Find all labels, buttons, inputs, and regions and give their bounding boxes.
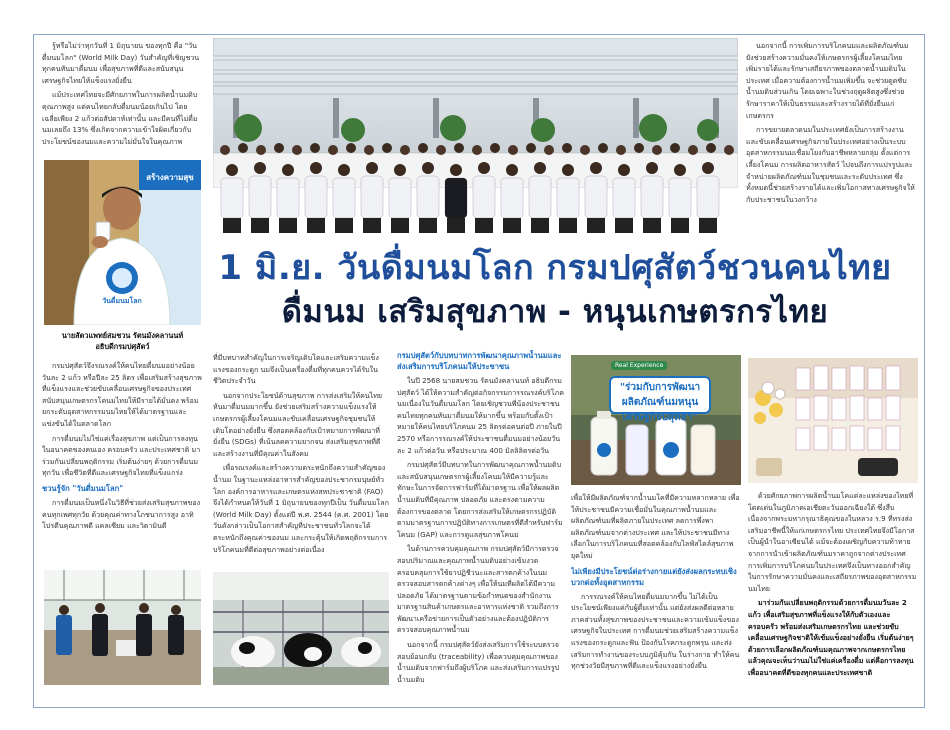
column-3 [397, 350, 565, 695]
banner-text: สร้างความสุข [146, 173, 194, 182]
column-4 [571, 492, 741, 702]
subhead-dld-role: กรมปศุสัตว์กับบทบาทการพัฒนาคุณภาพน้ำนมและส่งเสริมการบริโภคนมให้ประชาชน [397, 351, 562, 371]
right-top-column [746, 40, 916, 240]
col1-know-paragraph: การดื่มนมเป็นหนึ่งในวิธีที่ช่วยส่งเสริมสุขภาพของคนทุกเพศทุกวัย ด้วยคุณค่าทางโภชนาการสูง อาทิ โปรตีนคุณภาพดี แคลเซียม และวิตามินดี [42, 497, 201, 531]
col1-paragraph-2: การดื่มนมไม่ใช่แค่เรื่องสุขภาพ แต่เป็นการลงทุนในอนาคตของคนเอง ครอบครัว และประเทศชาติ มาร่วมกันเปลี่ยนพฤติกรรม เริ่มต้นง่ายๆ ด้วยการดื่มนมทุกวัน เพื่อชีวิตที่ดีและเศรษฐกิจไทยที่แข็งแกร่ง [42, 433, 201, 478]
crowd-photo-image [213, 38, 738, 233]
crowd-photo [213, 38, 738, 233]
product-banner: "ร่วมกับการพัฒนาผลิตภัณฑ์นมหนุนเศรษฐกิจบสุทธา" [609, 376, 711, 414]
col3-paragraph-2: กรมปศุสัตว์มีบทบาทในการพัฒนาคุณภาพน้ำนมดิบ และสนับสนุนเกษตรกรผู้เลี้ยงโคนมให้มีความรู้และทักษะในการจัดการฟาร์มที่ได้มาตรฐาน เพื่อให้ผลผลิตน้ำนมดิบที่มีคุณภาพ ปลอดภัย และตรงตามความต้องการของตลาด โดยการส่งเสริมให้เกษตรกรปฏิบัติตามมาตรฐานการปฏิบัติทางการเกษตรที่ดีสำหรับฟาร์มโคนม (GAP) และการดูแลสุขภาพโคนม [397, 460, 563, 539]
cows-photo [213, 572, 389, 685]
director-portrait-image [44, 160, 201, 325]
col4-paragraph-2: การรณรงค์ให้คนไทยดื่มนมมากขึ้น ไม่ได้เป็นประโยชน์เพียงแค่กับผู้ดื่มเท่านั้น แต่ยังส่งผลดีต่อหลายภาคส่วนทั้งสุขภาพของประชาชนและความเข้มแข็งของเศรษฐกิจในประเทศ การดื่มนมช่วยเสริมสร้างความแข็งแรงของกระดูกและฟัน ป้องกันโรคกระดูกพรุน และส่งเสริมการทำงานของระบบภูมิคุ้มกัน ในร่างกาย ทำให้คนทุกช่วงวัยมีสุขภาพที่ดีและแข็งแรงอย่างยั่งยืน [571, 591, 740, 671]
right-top-paragraph-1: นอกจากนี้ การเพิ่มการบริโภคนมและผลิตภัณฑ์นมยังช่วยสร้างความมั่นคงให้เกษตรกรผู้เลี้ยงโคนมไทย เพิ่มรายได้และรักษาเสถียรภาพของตลาดน้ำนมดิบในประเทศ เมื่อความต้องการน้ำนมเพิ่มขึ้น จะช่วยดูดซับน้ำนมดิบส่วนเกิน โดยเฉพาะในช่วงฤดูผลิตสูงซึ่งช่วยรักษาราคาให้เป็นธรรมและสร้างรายได้ที่ยั่งยืนแก่เกษตรกร [746, 41, 909, 120]
col2-paragraph-2: นอกจากประโยชน์ด้านสุขภาพ การส่งเสริมให้คนไทยหันมาดื่มนมมากขึ้น ยังช่วยเสริมสร้างความแข็งแรงให้เกษตรกรผู้เลี้ยงโคนมและขับเคลื่อนเศรษฐกิจชุมชนให้เติบโตอย่างยั่งยืน ซึ่งสอดคล้องกับเป้าหมายการพัฒนาที่ยั่งยืน (SDGs) ที่เน้นลดความยากจน ส่งเสริมสุขภาพที่ดี และสร้างงานที่มีคุณค่าในสังคม [213, 390, 383, 458]
subhead-know-world-milk-day: ชวนรู้จัก "วันดื่มนมโลก" [42, 483, 124, 493]
dairy-products-image [748, 358, 918, 483]
portrait-caption-name: นายสัตวแพทย์สมชวน รัตนมังคลานนท์ [61, 331, 184, 340]
cows-image [213, 572, 389, 685]
intro-paragraph-1: รู้หรือไม่ว่าทุกวันที่ 1 มิถุนายน ของทุกปี คือ "วันดื่มนมโลก" (World Milk Day) วันสำคัญที่เชิญชวนทุกคนหันมาดื่มนม เพื่อสุขภาพที่ดีและสนับสนุนเศรษฐกิจไทยให้แข็งแรงยั่งยืน [42, 41, 200, 85]
col4-paragraph-1: เพื่อให้มีผลิตภัณฑ์จากน้ำนมโคที่มีความหลากหลาย เพื่อให้ประชาชนมีความเชื่อมั่นในคุณภาพน้ำนมและผลิตภัณฑ์นมที่ผลิตภายในประเทศ ลดการพึ่งพาผลิตภัณฑ์นมจากต่างประเทศ และให้ประชาชนมีทางเลือกในการบริโภคนมที่สอดคล้องกับไลฟ์สไตล์สุขภาพยุคใหม่ [571, 493, 740, 560]
right-bottom-paragraph-1: ด้วยศักยภาพการผลิตน้ำนมโคแต่ละแหล่งของไทยที่โดดเด่นในภูมิภาคเอเชียตะวันออกเฉียงใต้ ซึ่งสืบเนื่องจากพระมหากรุณาธิคุณของในหลวง ร.9 ที่ทรงส่งเสริมอาชีพนี้ให้แก่เกษตรกรไทย ประเทศไทยจึงมีโอกาสเป็นผู้นำในอาเซียนได้ แม้จะต้องเผชิญกับความท้าทายจากการนำเข้าผลิตภัณฑ์นมราคาถูกจากต่างประเทศ การเพิ่มการบริโภคนมในประเทศจึงเป็นทางออกสำคัญในการรักษาความมั่นคงและเสถียรภาพของอุตสาหกรรมนมไทย [748, 491, 917, 593]
col2-paragraph-3: เพื่อรณรงค์และสร้างความตระหนักถึงความสำคัญของน้ำนม ในฐานะแหล่งอาหารสำคัญของประชากรมนุษย์ทั่วโลก องค์การอาหารและเกษตรแห่งสหประชาชาติ (FAO) จึงได้กำหนดให้วันที่ 1 มิถุนายนของทุกปีเป็น วันดื่มนมโลก (World Milk Day) ตั้งแต่ปี พ.ศ. 2544 (ค.ศ. 2001) โดยวันดังกล่าวเป็นโอกาสสำคัญที่ประชาชนทั่วโลกจะได้ตระหนักถึงคุณค่าของนม และกระตุ้นให้เกิดพฤติกรรมการบริโภคนมที่ดีต่อสุขภาพอย่างต่อเนื่อง [213, 463, 389, 554]
portrait-caption-title: อธิบดีกรมปศุสัตว์ [95, 342, 150, 351]
headline-line-2: ดื่มนม เสริมสุขภาพ - หนุนเกษตรกรไทย [281, 294, 829, 330]
portrait-caption [44, 330, 201, 352]
col3-paragraph-1: ในปี 2568 นายสมชวน รัตนมังคลานนท์ อธิบดีกรมปศุสัตว์ ได้ให้ความสำคัญต่อกิจกรรมการรณรงค์บริโภคนมเนื่องในวันดื่มนมโลก โดยเชิญชวนพี่น้องประชาชนคนไทยทุกคนหันมาดื่มนมให้มากขึ้น พร้อมกับตั้งเป้าหมายให้คนไทยบริโภคนม 25 ลิตรต่อคนต่อปี ภายในปี 2570 หรือการรณรงค์ให้ประชาชนดื่มนมอย่างน้อยวันละ 2 แก้วต่อวัน หรือประมาณ 400 มิลลิลิตรต่อวัน [397, 376, 564, 455]
col3-paragraph-3: ในด้านการควบคุมคุณภาพ กรมปศุสัตว์มีการตรวจสอบปริมาณและคุณภาพน้ำนมดิบอย่างเข้มงวด ครอบคลุมการใช้ยาปฏิชีวนะและสารตกค้างในนม ตรวจสอบสารตกค้างต่างๆ เพื่อให้นมที่ผลิตได้มีความปลอดภัย ได้มาตรฐานตามข้อกำหนดของสำนักงานมาตรฐานสินค้าเกษตรและอาหารแห่งชาติ รวมถึงการพัฒนาเครือข่ายการเป็นตัวอย่างและต้องปฏิบัติการตรวจสอบคุณภาพน้ำนม [397, 544, 559, 635]
real-experience-tag: Real Experience [611, 361, 667, 370]
column-2 [213, 352, 389, 564]
right-bottom-column [748, 490, 918, 700]
intro-paragraph-2: แม้ประเทศไทยจะมีศักยภาพในการผลิตน้ำนมดิบคุณภาพสูง แต่คนไทยกลับดื่มนมน้อยเกินไป โดยเฉลี่ยเพียง 2 แก้วต่อสัปดาห์เท่านั้น และมีคนที่ไม่ดื่มนมเลยถึง 13% ซึ่งเกิดจากความเข้าใจผิดเกี่ยวกับประโยชน์ของนมและความไม่มั่นใจในคุณภาพ [42, 90, 198, 146]
subhead-benefits: ไม่เพียงมีประโยชน์ต่อร่างกายแต่ยังส่งผลกระทบเชิงบวกต่อทั้งอุตสาหกรรม [571, 566, 737, 587]
col3-paragraph-4: นอกจากนี้ กรมปศุสัตว์ยังส่งเสริมการใช้ระบบตรวจสอบย้อนกลับ (traceability) เพื่อควบคุมคุณภาพของน้ำนมดิบจากฟาร์มถึงผู้บริโภค และส่งเสริมการแปรรูปน้ำนมดิบ [397, 640, 560, 684]
shirt-text: วันดื่มนมโลก [102, 297, 142, 305]
col1-paragraph-1: กรมปศุสัตว์จึงรณรงค์ให้คนไทยดื่มนมอย่างน้อยวันละ 2 แก้ว หรือปีละ 25 ลิตร เพื่อเสริมสร้างสุขภาพที่แข็งแรงและช่วยขับเคลื่อนเศรษฐกิจของประเทศ สนับสนุนเกษตรกรโคนมไทยให้มีรายได้มั่นคง พร้อมยกระดับอุตสาหกรรมนมไทยให้ได้มาตรฐานและแข่งขันได้ในตลาดโลก [42, 361, 202, 428]
director-portrait [44, 160, 201, 325]
column-1-lower [42, 360, 202, 590]
right-top-paragraph-2: การขยายตลาดนมในประเทศยังเป็นการสร้างงานและขับเคลื่อนเศรษฐกิจภายในประเทศอย่างเป็นระบบ อุตสาหกรรมนมเชื่อมโยงกับอาชีพหลายกลุ่ม ตั้งแต่การเลี้ยงโคนม การผลิตอาหารสัตว์ ไปจนถึงการแปรรูปและจำหน่ายผลิตภัณฑ์นมในชุมชนและระดับประเทศ ซึ่งทั้งหมดนี้ช่วยสร้างรายได้และเพิ่มโอกาสทางเศรษฐกิจให้กับประชาชนในวงกว้าง [746, 125, 915, 204]
dairy-products-photo [748, 358, 918, 483]
officials-barn-photo [44, 570, 201, 685]
officials-barn-image [44, 570, 201, 685]
col2-paragraph-1: ที่มีบทบาทสำคัญในการเจริญเติบโตและเสริมความแข็งแรงของกระดูก นมจึงเป็นเครื่องดื่มที่ทุกคนควรได้รับในชีวิตประจำวัน [213, 353, 379, 386]
headline-line-1: 1 มิ.ย. วันดื่มนมโลก กรมปศุสัตว์ชวนคนไทย [218, 248, 892, 288]
intro-column [42, 40, 202, 155]
closing-paragraph: มาร่วมกันเปลี่ยนพฤติกรรมด้วยการดื่มนมวันละ 2 แก้ว เพื่อเสริมสุขภาพที่แข็งแรงให้กับตัวเองและครอบครัว พร้อมส่งเสริมเกษตรกรไทย และช่วยขับเคลื่อนเศรษฐกิจชาติให้เข้มแข็งอย่างยั่งยืน เริ่มต้นง่ายๆ ด้วยการเลือกผลิตภัณฑ์นมคุณภาพจากเกษตรกรไทย แล้วคุณจะเห็นว่านมไม่ใช่แค่เครื่องดื่ม แต่คือการลงทุนเพื่ออนาคตที่ดีของทุกคนและประเทศชาติ [748, 598, 914, 677]
